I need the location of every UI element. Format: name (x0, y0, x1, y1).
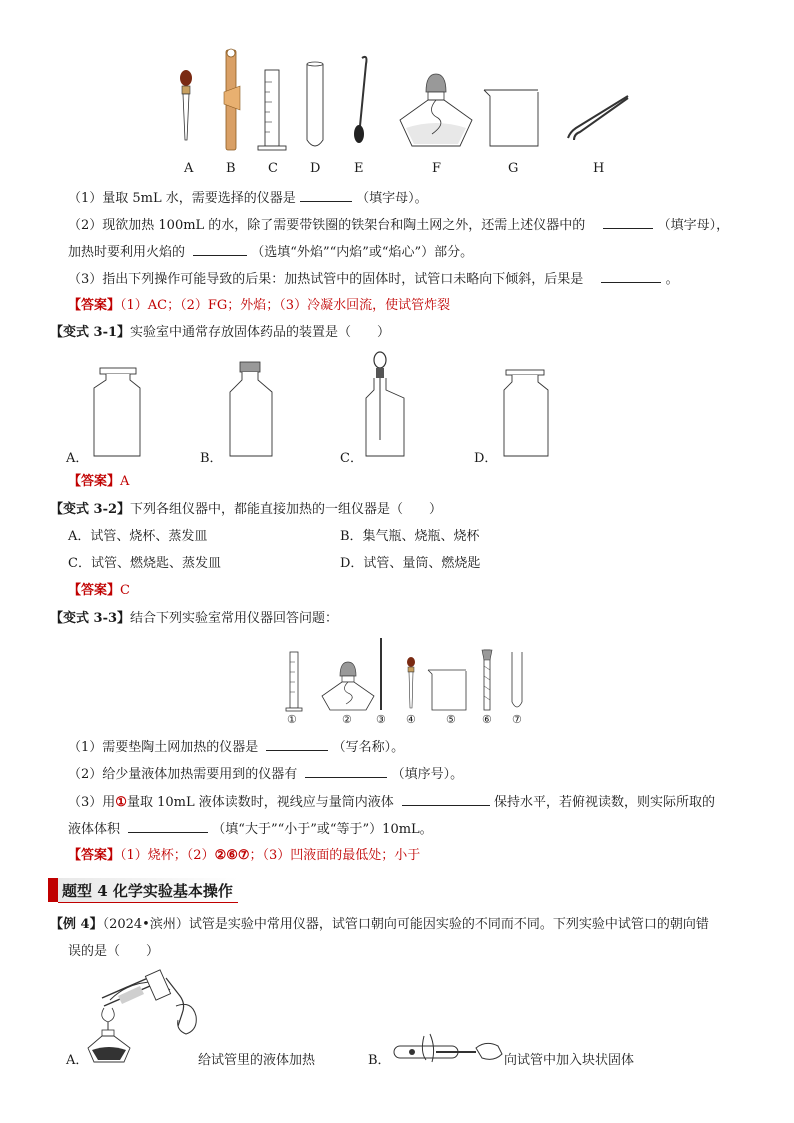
figure-label-B: B (226, 161, 236, 176)
variant-3-3-question: 【变式 3-3】结合下列实验室常用仪器回答问题： (50, 611, 339, 626)
option-C-label[interactable]: C． (340, 451, 363, 466)
option-D-label[interactable]: D． (474, 451, 498, 466)
instrument-number-5: ⑤ (446, 713, 456, 726)
adding-solid-icon (394, 1034, 502, 1062)
option-B-label[interactable]: B． (200, 451, 223, 466)
option-C[interactable]: C．试管、燃烧匙、蒸发皿 (68, 556, 221, 571)
option-A-label[interactable]: A． (66, 451, 89, 466)
instrument-number-4: ④ (406, 713, 416, 726)
instrument-number-3: ③ (376, 713, 386, 726)
variant-3-1-question: 【变式 3-1】实验室中通常存放固体药品的装置是（ ） (50, 325, 391, 340)
q1-part2b: 加热时要利用火焰的 （选填“外焰”“内焰”或“焰心”）部分。 (68, 245, 474, 260)
instrument-number-6: ⑥ (482, 713, 492, 726)
example-4-option-B-label[interactable]: B． (368, 1053, 391, 1068)
q1-part2: （2）现欲加热 100mL 的水，除了需要带铁圈的铁架台和陶土网之外，还需上述仪器中的 （填字母）， (68, 218, 730, 233)
option-A[interactable]: A．试管、烧杯、蒸发皿 (68, 529, 208, 544)
figure-label-A: A (184, 161, 194, 176)
option-D[interactable]: D．试管、量筒、燃烧匙 (340, 556, 481, 571)
example-4-option-B-text: 向试管中加入块状固体 (504, 1053, 635, 1068)
variant-3-3-part3b: 液体体积 （填“大于”“小于”或“等于”）10mL。 (68, 822, 433, 837)
variant-3-2-question: 【变式 3-2】下列各组仪器中，都能直接加热的一组仪器是（ ） (50, 502, 443, 517)
variant-3-2-answer: 【答案】C (68, 583, 130, 598)
variant-3-1-answer: 【答案】A (68, 474, 130, 489)
heating-test-tube-icon (88, 970, 196, 1062)
figure-label-F: F (432, 161, 442, 176)
figure-label-G: G (508, 161, 519, 176)
instrument-number-1: ① (287, 713, 297, 726)
example-4-option-A-label[interactable]: A． (66, 1053, 89, 1068)
q1-answer: 【答案】（1）AC；（2）FG；外焰；（3）冷凝水回流，使试管炸裂 (68, 298, 451, 313)
q1-part3: （3）指出下列操作可能导致的后果：加热试管中的固体时，试管口未略向下倾斜，后果是 。 (68, 272, 679, 287)
option-B[interactable]: B．集气瓶、烧瓶、烧杯 (340, 529, 480, 544)
instrument-number-2: ② (342, 713, 352, 726)
figure-label-D: D (310, 161, 321, 176)
variant-3-3-answer: 【答案】（1）烧杯；（2）②⑥⑦；（3）凹液面的最低处；小于 (68, 848, 421, 863)
figure-label-C: C (268, 161, 278, 176)
example-4-question-cont: 误的是（ ） (68, 944, 160, 959)
q1-part1: （1）量取 5mL 水，需要选择的仪器是 （填字母）。 (68, 191, 428, 206)
figure-label-E: E (354, 161, 364, 176)
example-4-option-A-text: 给试管里的液体加热 (198, 1053, 316, 1068)
figure-label-H: H (593, 161, 605, 176)
section-title: 题型 4 化学实验基本操作 (62, 882, 233, 900)
variant-3-3-part1: （1）需要垫陶土网加热的仪器是 （写名称）。 (68, 740, 405, 755)
instrument-number-7: ⑦ (512, 713, 522, 726)
variant-3-3-part2: （2）给少量液体加热需要用到的仪器有 （填序号）。 (68, 767, 464, 782)
example-4-question: 【例 4】（2024•滨州）试管是实验中常用仪器，试管口朝向可能因实验的不同而不同。下列实验中试管口的朝向错 (50, 917, 709, 932)
variant-3-3-part3: （3）用①量取 10mL 液体读数时，视线应与量筒内液体 保持水平，若俯视读数，则实际所取的 (68, 795, 716, 810)
